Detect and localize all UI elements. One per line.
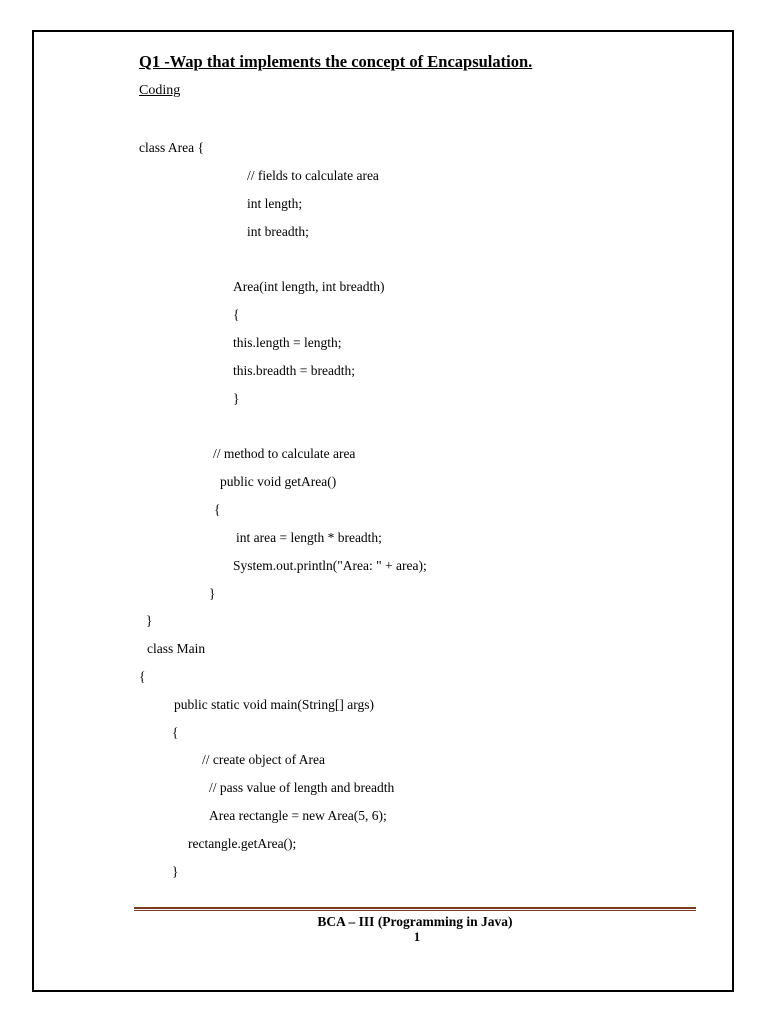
coding-subheading: Coding	[139, 83, 181, 98]
code-line: }	[233, 391, 240, 406]
code-line: }	[146, 613, 153, 628]
code-line: this.length = length;	[233, 335, 342, 350]
code-line: int area = length * breadth;	[236, 530, 382, 545]
code-line: {	[172, 725, 179, 740]
code-line: Area rectangle = new Area(5, 6);	[209, 808, 387, 823]
code-line: this.breadth = breadth;	[233, 363, 355, 378]
code-line: // fields to calculate area	[247, 168, 379, 183]
code-line: class Area {	[139, 140, 204, 155]
code-line: Area(int length, int breadth)	[233, 279, 385, 294]
code-line: public void getArea()	[220, 474, 337, 489]
code-line: // method to calculate area	[213, 446, 356, 461]
code-line: // pass value of length and breadth	[209, 780, 395, 795]
code-line: // create object of Area	[202, 752, 325, 767]
page-border	[32, 30, 734, 992]
code-line: {	[233, 307, 240, 322]
code-line: {	[214, 502, 221, 517]
footer-divider	[134, 907, 696, 911]
code-line: rectangle.getArea();	[188, 836, 297, 851]
code-line: int breadth;	[247, 224, 309, 239]
code-line: }	[209, 586, 216, 601]
code-line: System.out.println("Area: " + area);	[233, 558, 427, 573]
code-line: public static void main(String[] args)	[174, 697, 374, 712]
code-line: class Main	[147, 641, 206, 656]
code-line: }	[172, 864, 179, 879]
code-line: {	[139, 669, 146, 684]
question-heading: Q1 -Wap that implements the concept of Encapsulation.	[139, 52, 533, 71]
footer-title: BCA – III (Programming in Java)	[317, 914, 513, 929]
code-line: int length;	[247, 196, 303, 211]
page-number: 1	[413, 930, 421, 944]
